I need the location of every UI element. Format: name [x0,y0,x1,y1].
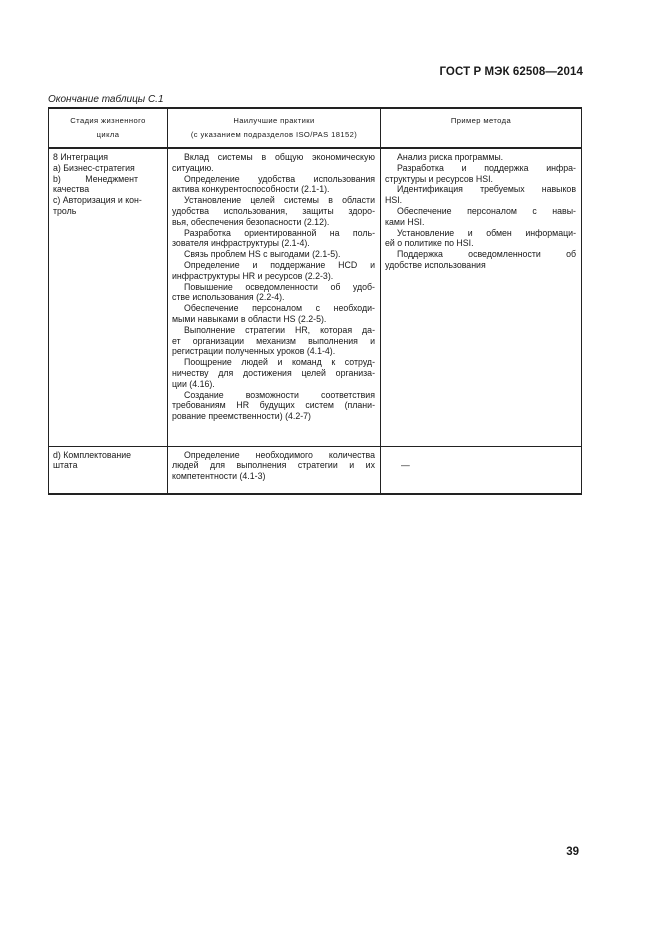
example-line: ей о политике по HSI. [385,238,474,249]
practice-line: актива конкурентоспособности (2.1-1). [172,184,330,195]
practice-line: ситуацию. [172,162,214,173]
table-caption: Окончание таблицы С.1 [48,94,164,105]
example-line: ками HSI. [385,216,425,227]
page-number: 39 [566,846,579,858]
practice-paragraph [172,228,375,250]
example-paragraph [385,228,576,250]
practice-paragraph [172,260,375,282]
practice-line: Разработка ориентированной на поль- [184,227,375,238]
example-line: Обеспечение персоналом с навы- [397,205,576,216]
practice-line: Выполнение стратегии HR, которая да- [184,324,375,335]
practice-line: Создание возможности соответствия [184,389,375,400]
column-header-practices: Наилучшие практики (с указанием подразделов ISO/PAS 18152) [168,108,381,148]
practice-line: Обеспечение персоналом с необходи- [184,303,375,314]
table-row [49,148,582,446]
practice-line: Установление целей системы в области [184,195,375,206]
practice-line: Вклад системы в общую экономическую [184,152,375,162]
practices-cell [168,148,381,446]
practice-paragraph [172,152,375,174]
example-line: Разработка и поддержка инфра- [397,162,576,173]
stage-line: а) Бизнес-стратегия [53,162,135,173]
practice-line: Определение и поддержание HCD и [184,259,375,270]
practice-paragraph [172,282,375,304]
example-line: структуры и ресурсов HSI. [385,173,494,184]
table-header-row [49,108,582,148]
practice-line: стве использования (2.2-4). [172,292,285,303]
practice-paragraph [172,325,375,357]
practice-line: ции (4.16). [172,378,215,389]
practice-paragraph [172,357,375,389]
stage-cell [49,446,168,494]
stage-cell [49,148,168,446]
column-header-stage: Стадия жизненного цикла [49,108,168,148]
example-line: HSI. [385,195,403,206]
lifecycle-table [48,107,582,495]
example-paragraph [385,163,576,185]
empty-dash: — [401,459,410,470]
example-paragraph [385,206,576,228]
stage-line: 8 Интеграция [53,152,109,162]
example-line: удобстве использования [385,259,486,270]
practice-line: Определение удобства использования [184,173,375,184]
practice-line: Повышение осведомленности об удоб- [184,281,375,292]
practice-paragraph [172,249,375,260]
stage-line: штата [53,460,78,471]
practice-line: удобства использования, защиты здоро- [172,205,375,216]
practices-cell [168,446,381,494]
practice-line: компетентности (4.1-3) [172,471,266,482]
stage-line: b) Менеджмент [53,173,138,184]
practice-line: Связь проблем HS с выгодами (2.1-5). [184,249,341,260]
example-line: Анализ риска программы. [397,152,504,162]
stage-line: c) Авторизация и кон- [53,195,142,206]
stage-line: качества [53,184,90,195]
practice-line: Определение необходимого количества [184,449,375,460]
practice-paragraph [172,174,375,196]
example-line: Идентификация требуемых навыков [397,184,576,195]
practice-line: Поощрение людей и команд к сотруд- [184,357,375,368]
practice-paragraph [172,303,375,325]
practice-line: ет организации механизм выполнения и [172,335,375,346]
practice-line: мыми навыками в области HS (2.2-5). [172,313,327,324]
examples-cell [381,148,582,446]
practice-line: требованиям HR будущих систем (плани- [172,400,375,411]
example-paragraph [385,249,576,271]
practice-line: людей для выполнения стратегии и их [172,460,375,471]
practice-line: зователя инфраструктуры (2.1-4). [172,238,310,249]
example-line: Поддержка осведомленности об [397,249,576,260]
column-header-method: Пример метода [381,108,582,148]
practice-paragraph [172,450,375,482]
practice-line: инфраструктуры HR и ресурсов (2.2-3). [172,270,334,281]
example-paragraph [385,184,576,206]
practice-line: вья, обеспечения безопасности (2.12). [172,216,330,227]
example-paragraph [385,152,576,163]
practice-paragraph [172,195,375,227]
stage-line: троль [53,205,77,216]
practice-line: ничеству для достижения целей организа- [172,367,375,378]
practice-paragraph [172,390,375,422]
practice-line: регистрации полученных уроков (4.1-4). [172,346,336,357]
examples-cell [381,446,582,494]
example-line: Установление и обмен информаци- [397,227,576,238]
table-row [49,446,582,494]
stage-line: d) Комплектование [53,449,132,460]
practice-line: рование преемственности) (4.2-7) [172,411,311,422]
document-header: ГОСТ Р МЭК 62508—2014 [439,66,583,78]
